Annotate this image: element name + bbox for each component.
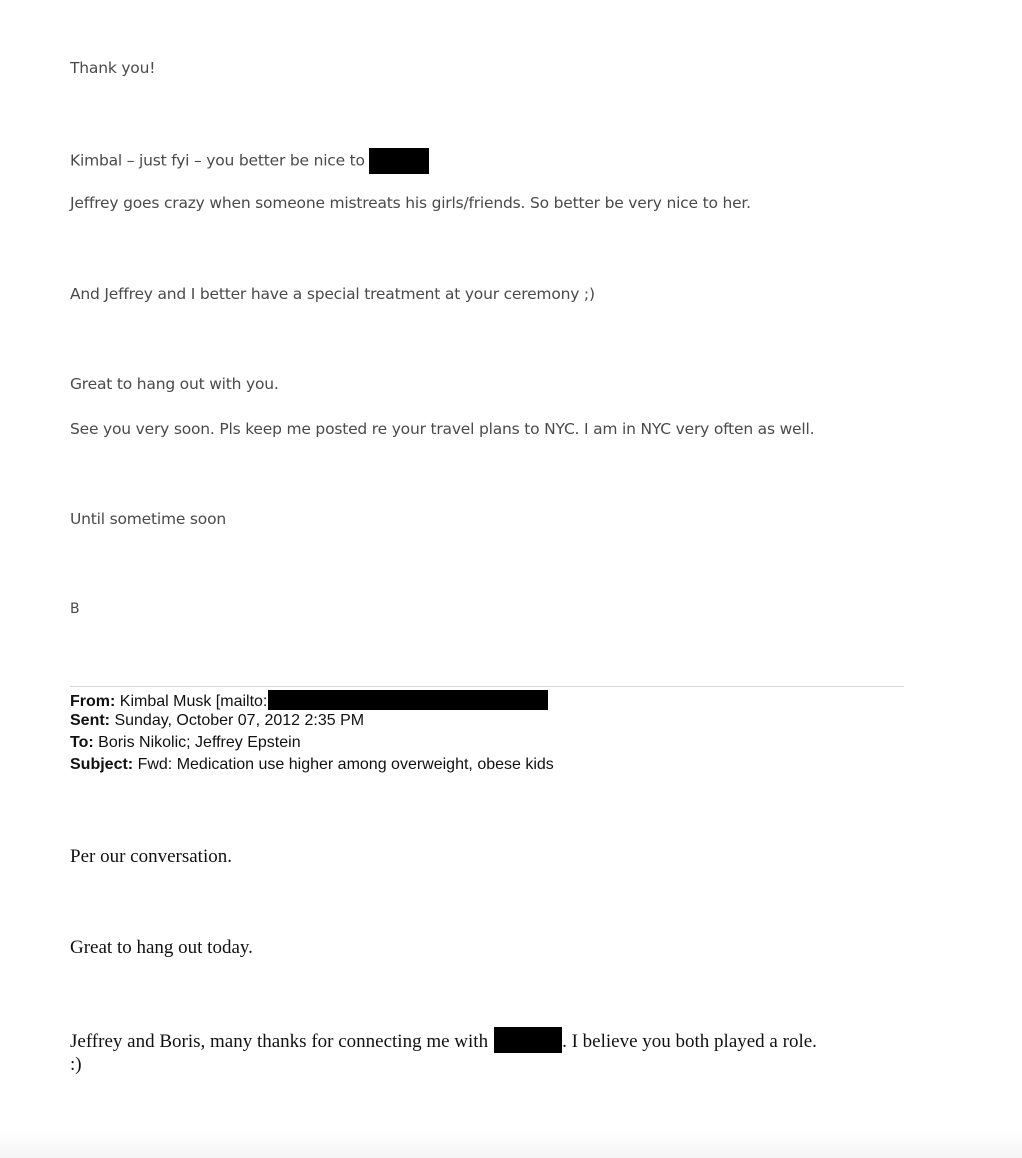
- header-to-label: To:: [70, 734, 94, 751]
- reply-thanks-line: Thank you!: [70, 59, 156, 77]
- header-sent-row: [70, 711, 364, 731]
- header-subject-row: [70, 755, 554, 775]
- header-divider: [70, 686, 904, 687]
- header-to-value: Boris Nikolic; Jeffrey Epstein: [98, 734, 301, 751]
- reply-kimbal-text: Kimbal – just fyi – you better be nice to: [70, 151, 365, 170]
- redaction-box: [494, 1027, 562, 1053]
- reply-jeffrey-line: Jeffrey goes crazy when someone mistreats his girls/friends. So better be very nice to her.: [70, 194, 751, 212]
- reply-until-line: Until sometime soon: [70, 510, 226, 528]
- header-from-label: From:: [70, 693, 116, 710]
- reply-nyc-line: See you very soon. Pls keep me posted re your travel plans to NYC. I am in NYC very often as well.: [70, 420, 815, 438]
- original-thanks-suffix: . I believe you both played a role.: [562, 1031, 817, 1052]
- reply-hang-out-line: Great to hang out with you.: [70, 375, 279, 393]
- original-hang-out-line: Great to hang out today.: [70, 937, 253, 958]
- original-thanks-line: [70, 1027, 817, 1054]
- header-from-value: Kimbal Musk [mailto:: [119, 693, 268, 710]
- reply-ceremony-line: And Jeffrey and I better have a special treatment at your ceremony ;): [70, 285, 595, 303]
- redaction-box: [268, 690, 548, 710]
- header-to-row: [70, 733, 301, 753]
- header-subject-value: Fwd: Medication use higher among overweight, obese kids: [137, 756, 554, 773]
- reply-signature: B: [70, 601, 80, 617]
- original-smiley-line: :): [70, 1054, 82, 1075]
- original-conversation-line: Per our conversation.: [70, 846, 232, 867]
- reply-kimbal-line: [70, 148, 429, 174]
- header-from-row: [70, 690, 548, 712]
- page-bottom-edge: [0, 1130, 1022, 1158]
- original-thanks-text: Jeffrey and Boris, many thanks for connecting me with: [70, 1031, 489, 1052]
- header-subject-label: Subject:: [70, 756, 134, 773]
- header-sent-value: Sunday, October 07, 2012 2:35 PM: [114, 712, 365, 729]
- header-sent-label: Sent:: [70, 712, 110, 729]
- redaction-box: [369, 148, 429, 174]
